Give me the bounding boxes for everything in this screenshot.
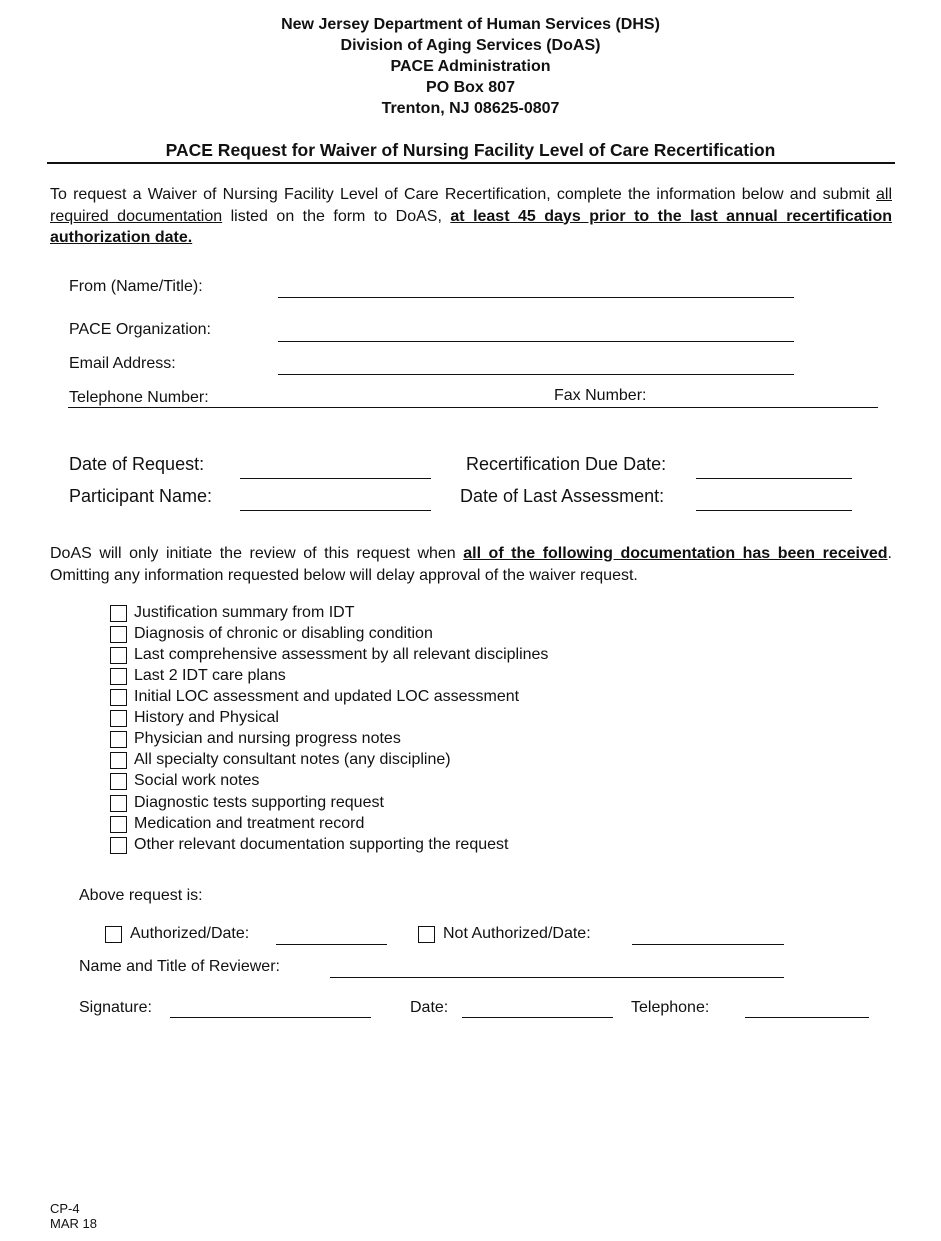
checklist-item[interactable] (110, 814, 364, 834)
checklist-item[interactable] (110, 666, 286, 686)
intro-text-2: listed on the form to DoAS, (222, 207, 451, 225)
checklist-label: Other relevant documentation supporting the request (134, 836, 509, 853)
checkbox[interactable] (110, 816, 127, 833)
checklist-item[interactable] (110, 708, 279, 728)
notice-text: DoAS will only initiate the review of this request when (50, 545, 464, 562)
last-assessment-field[interactable] (696, 510, 852, 511)
required-docs-text: all required documentation (50, 186, 892, 225)
administration-name: PACE Administration (390, 58, 551, 75)
checklist-item[interactable] (110, 603, 354, 623)
email-field[interactable] (278, 374, 794, 375)
authorized-date-field[interactable] (276, 944, 387, 945)
checkbox[interactable] (110, 626, 127, 643)
checklist-item[interactable] (110, 750, 451, 770)
last-assessment-label: Date of Last Assessment: (460, 486, 665, 506)
telephone-fax-field[interactable] (68, 407, 878, 408)
organization-field[interactable] (278, 341, 794, 342)
signature-label: Signature: (79, 999, 152, 1016)
signature-field[interactable] (170, 1017, 371, 1018)
intro-text: To request a Waiver of Nursing Facility Level of Care Recertification, complete the information below and submit (50, 186, 876, 203)
title-rule (47, 162, 895, 164)
recert-due-date-label: Recertification Due Date: (466, 454, 667, 474)
fax-label: Fax Number: (554, 387, 647, 404)
date-of-request-field[interactable] (240, 478, 431, 479)
city-state-zip: Trenton, NJ 08625-0807 (381, 100, 560, 117)
notice-text-2: . Omitting any information requested below will delay approval of the waiver request. (50, 545, 892, 584)
recert-due-date-field[interactable] (696, 478, 852, 479)
from-field[interactable] (278, 297, 794, 298)
reviewer-field[interactable] (330, 977, 784, 978)
review-heading: Above request is: (79, 887, 203, 904)
review-date-label: Date: (410, 999, 449, 1016)
po-box: PO Box 807 (426, 79, 515, 96)
checklist-label: History and Physical (134, 709, 279, 726)
documentation-notice (50, 543, 892, 586)
authorized-label: Authorized/Date: (130, 925, 250, 942)
not-authorized-checkbox[interactable] (418, 926, 435, 943)
checkbox[interactable] (110, 689, 127, 706)
checkbox[interactable] (110, 795, 127, 812)
checklist-item[interactable] (110, 729, 401, 749)
checklist-label: Social work notes (134, 772, 260, 789)
from-label: From (Name/Title): (69, 278, 203, 295)
form-title: PACE Request for Waiver of Nursing Facility Level of Care Recertification (165, 140, 776, 160)
checklist-item[interactable] (110, 645, 548, 665)
form-code: CP-4 (50, 1201, 80, 1216)
not-authorized-label: Not Authorized/Date: (443, 925, 591, 942)
checkbox[interactable] (110, 647, 127, 664)
checklist-label: Justification summary from IDT (134, 604, 355, 621)
checklist-item[interactable] (110, 687, 519, 707)
intro-paragraph (50, 184, 892, 249)
checklist-item[interactable] (110, 793, 384, 813)
authorized-checkbox[interactable] (105, 926, 122, 943)
checklist-label: All specialty consultant notes (any discipline) (134, 751, 451, 768)
checklist-label: Last comprehensive assessment by all relevant disciplines (134, 646, 549, 663)
checklist-label: Diagnostic tests supporting request (134, 794, 384, 811)
checklist-item[interactable] (110, 771, 259, 791)
date-of-request-label: Date of Request: (69, 454, 205, 474)
checklist-item[interactable] (110, 835, 508, 855)
review-date-field[interactable] (462, 1017, 613, 1018)
review-telephone-label: Telephone: (631, 999, 710, 1016)
organization-label: PACE Organization: (69, 321, 211, 338)
checklist-label: Medication and treatment record (134, 815, 365, 832)
reviewer-label: Name and Title of Reviewer: (79, 958, 280, 975)
division-name: Division of Aging Services (DoAS) (340, 37, 601, 54)
checkbox[interactable] (110, 773, 127, 790)
agency-name: New Jersey Department of Human Services (DHS) (281, 16, 660, 33)
checkbox[interactable] (110, 605, 127, 622)
checkbox[interactable] (110, 710, 127, 727)
checkbox[interactable] (110, 668, 127, 685)
form-revision: MAR 18 (50, 1216, 97, 1231)
checklist-label: Initial LOC assessment and updated LOC assessment (134, 688, 520, 705)
email-label: Email Address: (69, 355, 176, 372)
checklist-item[interactable] (110, 624, 433, 644)
deadline-text: at least 45 days prior to the last annual recertification authorization date. (50, 207, 893, 246)
notice-emphasis: all of the following documentation has been received (463, 545, 888, 562)
participant-name-field[interactable] (240, 510, 431, 511)
telephone-label: Telephone Number: (69, 389, 209, 406)
checkbox[interactable] (110, 731, 127, 748)
participant-name-label: Participant Name: (69, 486, 213, 506)
checklist-label: Physician and nursing progress notes (134, 730, 401, 747)
review-telephone-field[interactable] (745, 1017, 869, 1018)
checkbox[interactable] (110, 837, 127, 854)
not-authorized-date-field[interactable] (632, 944, 784, 945)
checklist-label: Last 2 IDT care plans (134, 667, 286, 684)
checkbox[interactable] (110, 752, 127, 769)
checklist-label: Diagnosis of chronic or disabling condition (134, 625, 433, 642)
